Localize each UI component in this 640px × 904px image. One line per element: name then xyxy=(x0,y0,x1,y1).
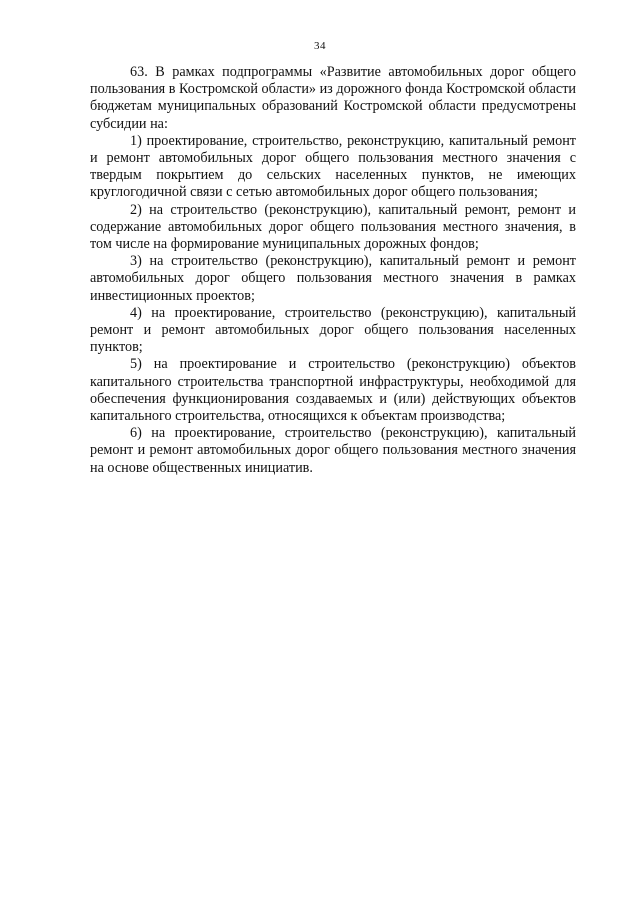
page-number: 34 xyxy=(314,40,326,52)
paragraph-intro: 63. В рамках подпрограммы «Развитие автомобильных дорог общего пользования в Костромской области» из дорожного фонда Костромской области бюджетам муниципальных образований Костромской области предусмотрены субсидии на: xyxy=(90,64,576,132)
paragraph-item-4: 4) на проектирование, строительство (реконструкцию), капитальный ремонт и ремонт автомобильных дорог общего пользования населенных пунктов; xyxy=(90,304,576,356)
paragraph-item-2: 2) на строительство (реконструкцию), капитальный ремонт, ремонт и содержание автомобильных дорог общего пользования местного значения, в том числе на формирование муниципальных дорожных фондов; xyxy=(90,201,576,253)
paragraph-item-6: 6) на проектирование, строительство (реконструкцию), капитальный ремонт и ремонт автомобильных дорог общего пользования местного значения на основе общественных инициатив. xyxy=(90,425,576,476)
paragraph-item-3: 3) на строительство (реконструкцию), капитальный ремонт и ремонт автомобильных дорог общего пользования местного значения в рамках инвестиционных проектов; xyxy=(90,253,576,304)
paragraph-item-1: 1) проектирование, строительство, реконструкцию, капитальный ремонт и ремонт автомобильных дорог общего пользования местного значения с твердым покрытием до сельских населенных пунктов, не имеющих круглогодичной связи с сетью автомобильных дорог общего пользования; xyxy=(90,132,576,201)
document-body xyxy=(90,64,576,477)
paragraph-item-5: 5) на проектирование и строительство (реконструкцию) объектов капитального строительства транспортной инфраструктуры, необходимой для обеспечения функционирования создаваемых и (или) действующих объектов капитального строительства, относящихся к объектам производства; xyxy=(90,356,576,425)
